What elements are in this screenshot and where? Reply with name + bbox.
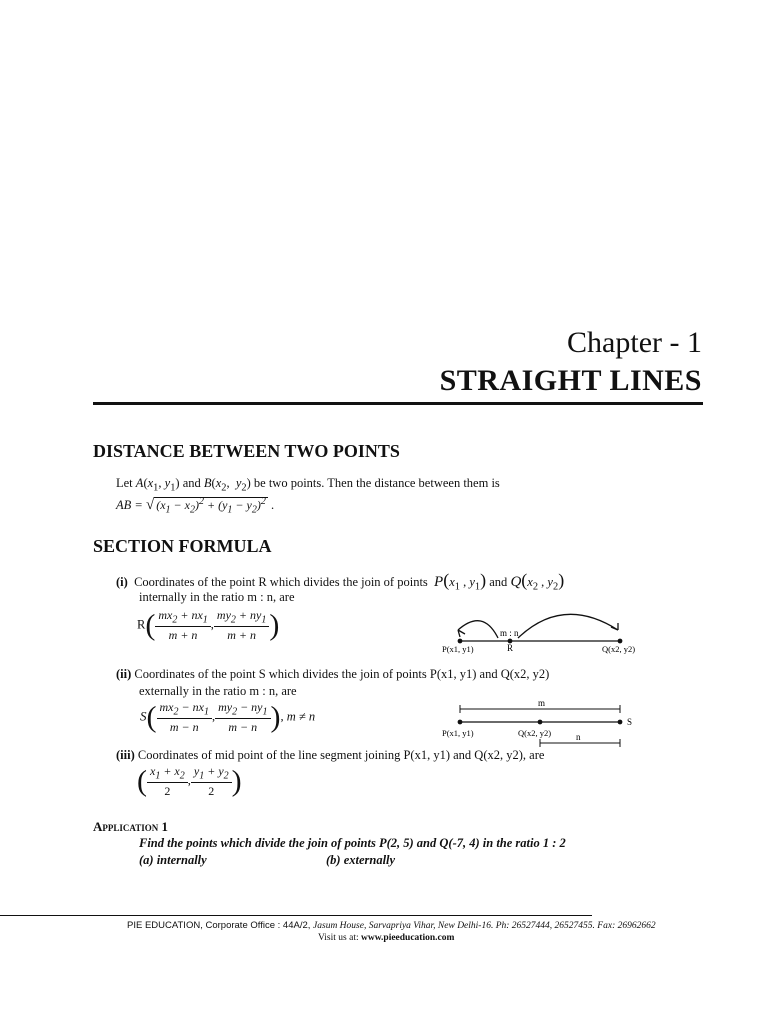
label-q2: Q(x2, y2) [518,728,552,738]
label-r: R [507,643,514,653]
label-s: S [627,717,633,727]
n-label: n [576,732,581,742]
item1-line2: internally in the ratio m : n, are [139,590,295,604]
distance-formula: AB = √ $(x_1 - x_2)^2 + (y_1 - y_2)^2$ . [116,496,275,516]
application-part-a: (a) internally [139,853,207,867]
chapter-title: STRAIGHT LINES [439,364,702,397]
internal-division-diagram [442,600,648,660]
arc-r-q [518,614,618,638]
formula-s: S( $\frac{mx_2 - nx_1}{m - n}$ , $\frac{my_2 - ny_1}{m - n}$ ), m ≠ n [140,700,316,735]
point-s [618,720,623,725]
arc-p-r [458,621,498,638]
application-part-b: (b) externally [326,853,396,867]
m-label: m [538,698,546,708]
item3-text: (iii) Coordinates of mid point of the line segment joining P(x1, y1) and Q(x2, y2), are [116,748,545,762]
website-link[interactable]: www.pieeducation.com [360,933,455,943]
application-question: Find the points which divide the join of points P(2, 5) and Q(-7, 4) in the ratio 1 : 2 [139,836,566,850]
footer-visit: Visit us at: www.pieeducation.com [318,933,455,943]
formula-r: R( $\frac{mx_2 + nx_1}{m + n}$ , $\frac{my_2 + ny_1}{m + n}$ ) [137,608,280,643]
footer-office: PIE EDUCATION, Corporate Office : 44A/2, Jasum House, Sarvapriya Vihar, New Delhi-16. Ph: 26527444, 26527455. Fax: 26962662 [127,920,656,931]
point-p [458,639,463,644]
ratio-label: m : n [500,628,519,638]
section-heading: SECTION FORMULA [93,536,272,556]
label-q: Q(x2, y2) [602,644,636,654]
distance-sentence: Let $A(x_1$, $y_1$) and $B(x_2$, $y_2$) be two points. Then the distance between them is [116,476,500,494]
formula-mid: ( $\frac{x_1 + x_2}{2}$ , $\frac{y_1 + y_2}{2}$ ) [137,764,242,799]
item2-text: (ii) Coordinates of the point S which divides the join of points P(x1, y1) and Q(x2, y2) [116,667,550,681]
item1-text: (i) Coordinates of the point R which divides the join of points $P(x_1$ , $y_1$) and $Q(x_2$ , $y_2$) [116,570,565,593]
footer-rule [0,915,592,916]
point-q [618,639,623,644]
label-p: P(x1, y1) [442,644,474,654]
application-heading: Application 1 [93,819,168,834]
chapter-label: Chapter - 1 [567,326,702,359]
distance-heading: DISTANCE BETWEEN TWO POINTS [93,441,400,461]
title-rule [93,402,703,405]
point-q2 [538,720,543,725]
external-division-diagram [442,696,648,752]
item2-line2: externally in the ratio m : n, are [139,684,297,698]
point-p2 [458,720,463,725]
label-p2: P(x1, y1) [442,728,474,738]
arrowhead-p [458,630,465,637]
